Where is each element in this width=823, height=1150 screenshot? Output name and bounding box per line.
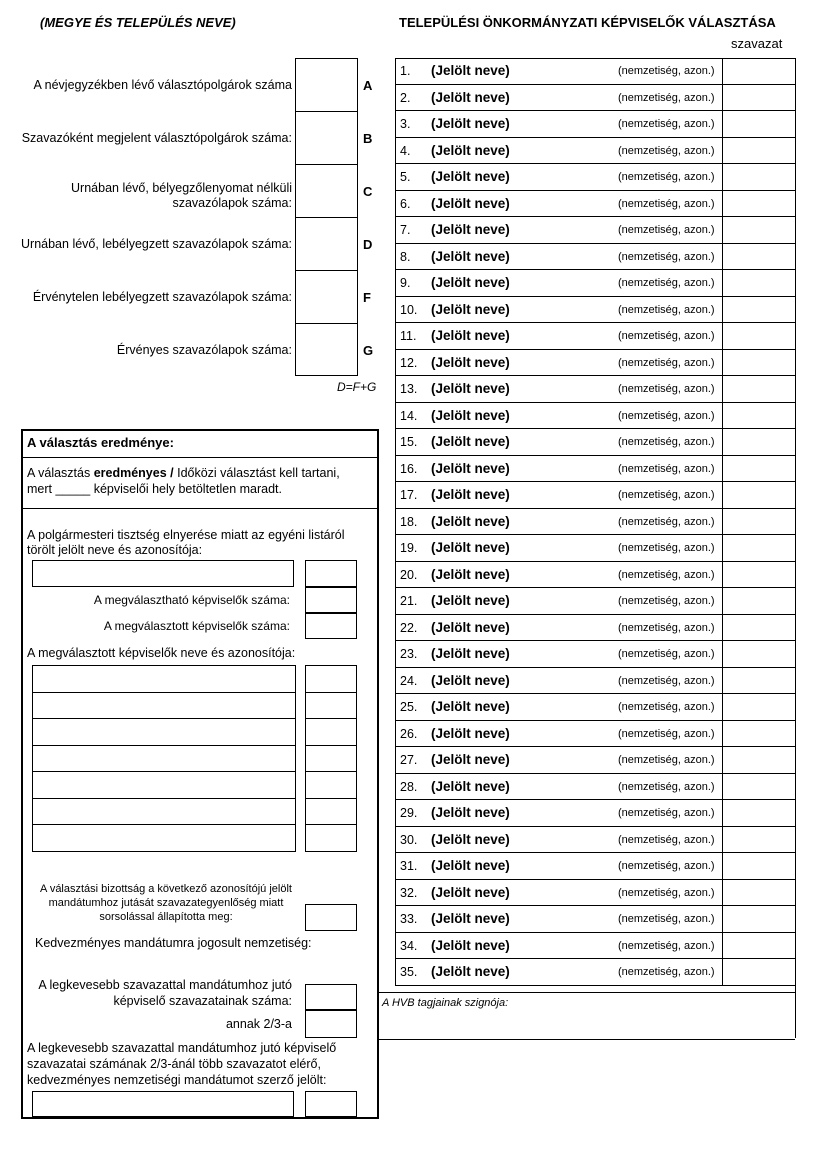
candidate-vote-field[interactable] [723,456,795,482]
elected-name-field[interactable] [32,798,296,826]
candidate-name: (Jelölt neve) [431,63,510,78]
candidate-number: 26. [400,726,418,741]
elected-name-field[interactable] [32,745,296,773]
candidate-extra: (nemzetiség, azon.) [618,409,715,422]
candidate-extra: (nemzetiség, azon.) [618,542,715,554]
candidate-extra: (nemzetiség, azon.) [618,595,715,607]
candidate-name: (Jelölt neve) [431,301,510,317]
candidate-vote-field[interactable] [723,906,795,932]
candidate-number: 10. [400,302,418,317]
count-field-b[interactable] [296,112,357,163]
mayor-label: A polgármesteri tisztség elnyerése miatt az egyéni listáról törölt jelölt neve és azonosítója: [27,528,345,557]
candidate-extra: (nemzetiség, azon.) [618,118,715,130]
candidate-extra: (nemzetiség, azon.) [618,224,715,236]
candidate-row [395,323,795,350]
candidate-number: 24. [400,673,418,688]
elected-name-field[interactable] [32,665,296,693]
candidate-vote-field[interactable] [723,509,795,535]
candidate-extra: (nemzetiség, azon.) [618,754,715,766]
candidate-number: 19. [400,541,418,555]
candidate-number: 17. [400,488,418,502]
candidate-number: 4. [400,143,411,158]
candidate-name: (Jelölt neve) [431,487,510,502]
page-title: TELEPÜLÉSI ÖNKORMÁNYZATI KÉPVISELŐK VÁLASZTÁSA [399,15,776,30]
elected-id-field[interactable] [305,745,357,773]
candidate-vote-field[interactable] [723,297,795,323]
candidate-row [395,191,795,218]
candidate-name: (Jelölt neve) [431,699,510,714]
candidate-row [395,588,795,615]
candidate-extra: (nemzetiség, azon.) [618,489,715,501]
candidate-vote-field[interactable] [723,880,795,906]
candidate-name: (Jelölt neve) [431,752,510,767]
candidate-extra: (nemzetiség, azon.) [618,330,715,342]
candidate-name: (Jelölt neve) [431,725,510,741]
candidate-number: 25. [400,700,418,714]
count-field-g[interactable] [296,324,357,375]
candidate-number: 6. [400,196,411,211]
elected-id-field[interactable] [305,771,357,799]
count-field-f[interactable] [296,271,357,322]
formula-label: D=F+G [337,380,377,394]
candidate-row [395,429,795,456]
candidate-extra: (nemzetiség, azon.) [618,939,715,952]
candidate-number: 15. [400,435,418,449]
count-letter: G [363,343,374,358]
candidate-row [395,562,795,589]
candidate-vote-field[interactable] [723,270,795,296]
candidate-vote-field[interactable] [723,164,795,190]
candidate-extra: (nemzetiség, azon.) [618,91,715,104]
candidate-vote-field[interactable] [723,747,795,773]
candidate-vote-field[interactable] [723,376,795,402]
count-label: Érvényes szavazólapok száma: [116,343,292,357]
elected-id-field[interactable] [305,692,357,720]
candidate-extra: (nemzetiség, azon.) [618,833,715,846]
candidate-number: 5. [400,170,411,184]
candidate-extra: (nemzetiség, azon.) [618,303,715,316]
candidate-extra: (nemzetiség, azon.) [618,780,715,793]
result-statement-divider [22,508,378,509]
candidate-extra: (nemzetiség, azon.) [618,807,715,819]
candidate-name: (Jelölt neve) [431,513,510,529]
elected-name-field[interactable] [32,824,296,852]
candidate-vote-field[interactable] [723,668,795,694]
candidate-vote-field[interactable] [723,403,795,429]
candidate-row [395,85,795,112]
candidate-vote-field[interactable] [723,535,795,561]
candidate-number: 35. [400,965,418,979]
candidate-number: 27. [400,753,418,767]
candidate-number: 32. [400,885,418,900]
candidate-name: (Jelölt neve) [431,195,510,211]
votes-header: szavazat [731,36,783,51]
candidate-row [395,959,795,986]
candidate-name: (Jelölt neve) [431,434,510,449]
candidate-row [395,111,795,138]
candidate-vote-field[interactable] [723,482,795,508]
candidate-vote-field[interactable] [723,191,795,217]
candidate-extra: (nemzetiség, azon.) [618,568,715,581]
candidate-name: (Jelölt neve) [431,328,510,343]
candidate-name: (Jelölt neve) [431,672,510,688]
candidate-number: 20. [400,567,418,582]
candidate-row [395,747,795,774]
candidate-row [395,535,795,562]
candidate-row [395,164,795,191]
result-title: A választás eredménye: [27,435,174,450]
elected-label: A megválasztott képviselők száma: [103,619,290,633]
elected-name-field[interactable] [32,692,296,720]
candidate-extra: (nemzetiség, azon.) [618,886,715,899]
candidate-row [395,58,795,85]
candidate-vote-field[interactable] [723,933,795,959]
candidate-number: 18. [400,514,418,529]
candidate-extra: (nemzetiség, azon.) [618,462,715,475]
signature-label: A HVB tagjainak szignója: [382,997,509,1009]
candidate-extra: (nemzetiség, azon.) [618,621,715,634]
candidate-vote-field[interactable] [723,694,795,720]
candidate-number: 30. [400,832,418,847]
candidate-name: (Jelölt neve) [431,884,510,900]
count-field-c[interactable] [296,165,357,216]
candidate-name: (Jelölt neve) [431,354,510,370]
candidate-name: (Jelölt neve) [431,619,510,635]
candidate-name: (Jelölt neve) [431,646,510,661]
candidate-extra: (nemzetiség, azon.) [618,674,715,687]
candidate-extra: (nemzetiség, azon.) [618,144,715,157]
candidate-row [395,270,795,297]
preferential-label: Kedvezményes mandátumra jogosult nemzetiség: [35,936,312,950]
candidate-number: 2. [400,90,411,105]
candidate-vote-field[interactable] [723,244,795,270]
candidate-name: (Jelölt neve) [431,381,510,396]
candidate-vote-field[interactable] [723,138,795,164]
preferential-winner-label: A legkevesebb szavazattal mandátumhoz jutó képviselő szavazatai számának 2/3-ánál több szavazatot elérő, kedvezményes nemzetiségi mandátumot szerző jelölt: [27,1041,337,1087]
candidate-row [395,668,795,695]
candidate-extra: (nemzetiség, azon.) [618,860,715,872]
candidate-name: (Jelölt neve) [431,805,510,820]
result-statement: A választás eredményes / Időközi választást kell tartani, mert _____ képviselői hely betöltetlen maradt. [27,466,340,496]
candidate-number: 7. [400,223,411,237]
candidate-number: 8. [400,249,411,264]
count-label: A névjegyzékben lévő választópolgárok száma [33,78,292,92]
candidate-extra: (nemzetiség, azon.) [618,436,715,448]
lottery-field[interactable] [305,904,357,931]
count-letter: B [363,131,373,146]
candidate-number: 22. [400,620,418,635]
least-votes-field[interactable] [305,984,357,1010]
candidate-name: (Jelölt neve) [431,831,510,847]
candidate-number: 33. [400,912,418,926]
candidate-extra: (nemzetiség, azon.) [618,966,715,978]
candidate-number: 31. [400,859,418,873]
elected-names-label: A megválasztott képviselők neve és azonosítója: [27,646,296,660]
candidate-name: (Jelölt neve) [431,222,510,237]
count-label: Urnában lévő, bélyegzőlenyomat nélküli szavazólapok száma: [71,181,292,210]
candidate-extra: (nemzetiség, azon.) [618,277,715,289]
candidate-number: 14. [400,408,418,423]
candidate-name: (Jelölt neve) [431,858,510,873]
candidate-extra: (nemzetiség, azon.) [618,648,715,660]
count-letter: A [363,78,373,93]
elected-name-field[interactable] [32,718,296,746]
count-label: Urnában lévő, lebélyegzett szavazólapok száma: [21,237,292,251]
candidate-vote-field[interactable] [723,323,795,349]
candidate-extra: (nemzetiség, azon.) [618,356,715,369]
lottery-label: A választási bizottság a következő azonosítójú jelölt mandátumhoz jutását szavazategyenlőség miatt sorsolással állapította meg: [40,883,292,923]
candidate-name: (Jelölt neve) [431,89,510,105]
result-title-divider [22,457,378,458]
two-thirds-label: annak 2/3-a [225,1017,292,1031]
candidate-row [395,403,795,430]
elected-name-field[interactable] [32,771,296,799]
candidate-vote-field[interactable] [723,615,795,641]
mayor-name-field[interactable] [32,560,294,587]
candidate-name: (Jelölt neve) [431,964,510,979]
candidate-vote-field[interactable] [723,588,795,614]
candidate-vote-field[interactable] [723,800,795,826]
candidate-row [395,217,795,244]
candidate-extra: (nemzetiség, azon.) [618,913,715,925]
candidate-number: 13. [400,382,418,396]
elected-field[interactable] [305,613,357,639]
candidate-name: (Jelölt neve) [431,460,510,476]
candidate-name: (Jelölt neve) [431,169,510,184]
count-letter: F [363,290,371,305]
count-field-a[interactable] [296,59,357,110]
candidate-number: 28. [400,779,418,794]
candidate-number: 11. [400,329,417,343]
candidate-row [395,694,795,721]
candidate-vote-field[interactable] [723,959,795,985]
candidate-row [395,350,795,377]
candidate-vote-field[interactable] [723,774,795,800]
candidate-extra: (nemzetiség, azon.) [618,65,715,77]
candidate-row [395,906,795,933]
candidate-number: 16. [400,461,418,476]
candidate-row [395,244,795,271]
candidate-name: (Jelölt neve) [431,937,510,953]
candidate-row [395,721,795,748]
candidate-name: (Jelölt neve) [431,248,510,264]
candidate-row [395,297,795,324]
candidate-name: (Jelölt neve) [431,142,510,158]
candidate-number: 9. [400,276,411,290]
candidate-vote-field[interactable] [723,429,795,455]
candidate-vote-field[interactable] [723,58,795,84]
candidate-vote-field[interactable] [723,111,795,137]
candidate-name: (Jelölt neve) [431,116,510,131]
candidate-row [395,800,795,827]
candidate-row [395,774,795,801]
candidate-vote-field[interactable] [723,350,795,376]
elected-id-field[interactable] [305,824,357,852]
candidate-extra: (nemzetiség, azon.) [618,383,715,395]
candidate-row [395,827,795,854]
candidate-row [395,641,795,668]
candidate-number: 3. [400,117,411,131]
candidate-vote-field[interactable] [723,562,795,588]
candidate-extra: (nemzetiség, azon.) [618,515,715,528]
candidate-number: 29. [400,806,418,820]
candidate-row [395,853,795,880]
candidate-name: (Jelölt neve) [431,540,510,555]
candidate-number: 23. [400,647,418,661]
least-votes-label: A legkevesebb szavazattal mandátumhoz jutó képviselő szavazatainak száma: [38,978,292,1008]
candidate-vote-field[interactable] [723,217,795,243]
elected-id-field[interactable] [305,718,357,746]
count-field-d[interactable] [296,218,357,269]
candidate-row [395,376,795,403]
count-letter: C [363,184,373,199]
candidate-number: 1. [400,64,411,78]
candidate-name: (Jelölt neve) [431,275,510,290]
candidate-row [395,615,795,642]
mayor-id-field[interactable] [305,560,357,587]
candidate-vote-field[interactable] [723,827,795,853]
candidate-vote-field[interactable] [723,853,795,879]
candidate-name: (Jelölt neve) [431,778,510,794]
candidate-vote-field[interactable] [723,641,795,667]
count-letter: D [363,237,373,252]
electable-label: A megválasztható képviselők száma: [93,593,290,607]
candidate-vote-field[interactable] [723,721,795,747]
candidate-number: 12. [400,355,418,370]
candidate-row [395,509,795,536]
candidate-extra: (nemzetiség, azon.) [618,701,715,713]
county-label: (MEGYE ÉS TELEPÜLÉS NEVE) [40,15,236,30]
candidate-extra: (nemzetiség, azon.) [618,727,715,740]
candidate-number: 21. [400,594,418,608]
candidate-row [395,933,795,960]
candidate-vote-field[interactable] [723,85,795,111]
count-label: Szavazóként megjelent választópolgárok száma: [21,131,292,145]
elected-id-field[interactable] [305,665,357,693]
two-thirds-field[interactable] [305,1010,357,1038]
candidate-name: (Jelölt neve) [431,407,510,423]
candidate-row [395,880,795,907]
candidate-row [395,456,795,483]
elected-id-field[interactable] [305,798,357,826]
candidate-row [395,482,795,509]
candidate-name: (Jelölt neve) [431,593,510,608]
electable-field[interactable] [305,587,357,613]
candidate-name: (Jelölt neve) [431,911,510,926]
count-label: Érvénytelen lebélyegzett szavazólapok száma: [32,290,292,304]
candidate-name: (Jelölt neve) [431,566,510,582]
preferential-winner-name-field[interactable] [32,1091,294,1117]
candidate-extra: (nemzetiség, azon.) [618,171,715,183]
candidate-number: 34. [400,938,418,953]
preferential-winner-id-field[interactable] [305,1091,357,1117]
signature-right-border [795,986,796,1038]
candidate-extra: (nemzetiség, azon.) [618,250,715,263]
candidate-row [395,138,795,165]
candidate-extra: (nemzetiség, azon.) [618,197,715,210]
